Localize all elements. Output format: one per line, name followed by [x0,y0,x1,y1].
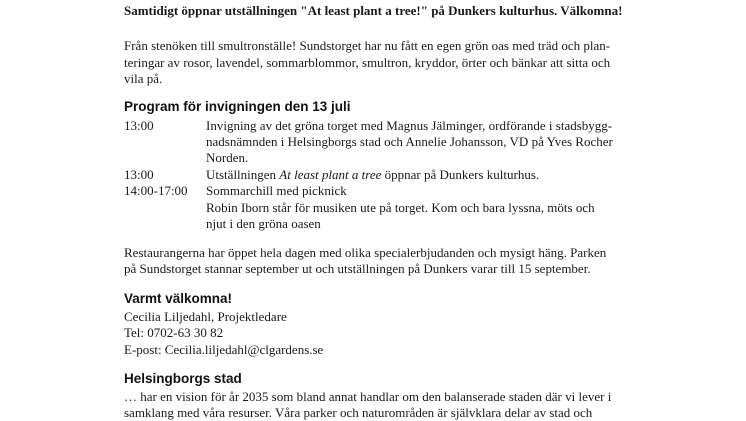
program-description-line: Invigning av det gröna torget med Magnus Jälminger, ordförande i stadsbygg- [206,118,613,133]
restaurants-line: Restaurangerna har öppet hela dagen med olika specialerbjudanden och mysigt häng. Parken [124,245,607,260]
program-description-line: Sommarchill med picknick [206,183,347,198]
contact-phone: Tel: 0702-63 30 82 [124,325,224,340]
program-time: 13:00 [124,118,154,133]
program-heading: Program för invigningen den 13 juli [124,99,351,114]
program-text: öppnar på Dunkers kulturhus. [381,167,540,182]
restaurants-line: på Sundstorget stannar september ut och utställningen på Dunkers varar till 15 september. [124,261,591,276]
city-heading: Helsingborgs stad [124,371,242,386]
contact-email: E-post: Cecilia.liljedahl@clgardens.se [124,342,324,357]
contact-heading: Varmt välkomna! [124,291,233,306]
program-text: Utställningen [206,167,280,182]
program-description-line [206,167,539,183]
program-description-line: nadsnämnden i Helsingborgs stad och Annelie Johansson, VD på Yves Rocher [206,134,613,149]
program-description-line: njut i den gröna oasen [206,216,321,231]
description-line: Från stenöken till smultronställe! Sundstorget har nu fått en egen grön oas med träd och plan- [124,38,611,53]
intro-line: Samtidigt öppnar utställningen "At least plant a tree!" på Dunkers kulturhus. Välkomna! [124,3,623,18]
program-description-line: Norden. [206,150,249,165]
description-line: teringar av rosor, lavendel, sommarblommor, smultron, kryddor, örter och bänkar att sitta och [124,55,611,70]
description-line: vila på. [124,71,163,86]
program-time: 13:00 [124,167,154,182]
exhibition-title: At least plant a tree [279,167,382,182]
city-line: samklang med våra resurser. Våra parker och naturområden är självklara delar av stad och [124,405,593,420]
city-line: … har en vision för år 2035 som bland annat handlar om den balanserade staden där vi lever i [124,389,612,404]
contact-name: Cecilia Liljedahl, Projektledare [124,309,287,324]
program-description-line: Robin Iborn står för musiken ute på torget. Kom och bara lyssna, möts och [206,200,595,215]
program-time: 14:00-17:00 [124,183,188,198]
